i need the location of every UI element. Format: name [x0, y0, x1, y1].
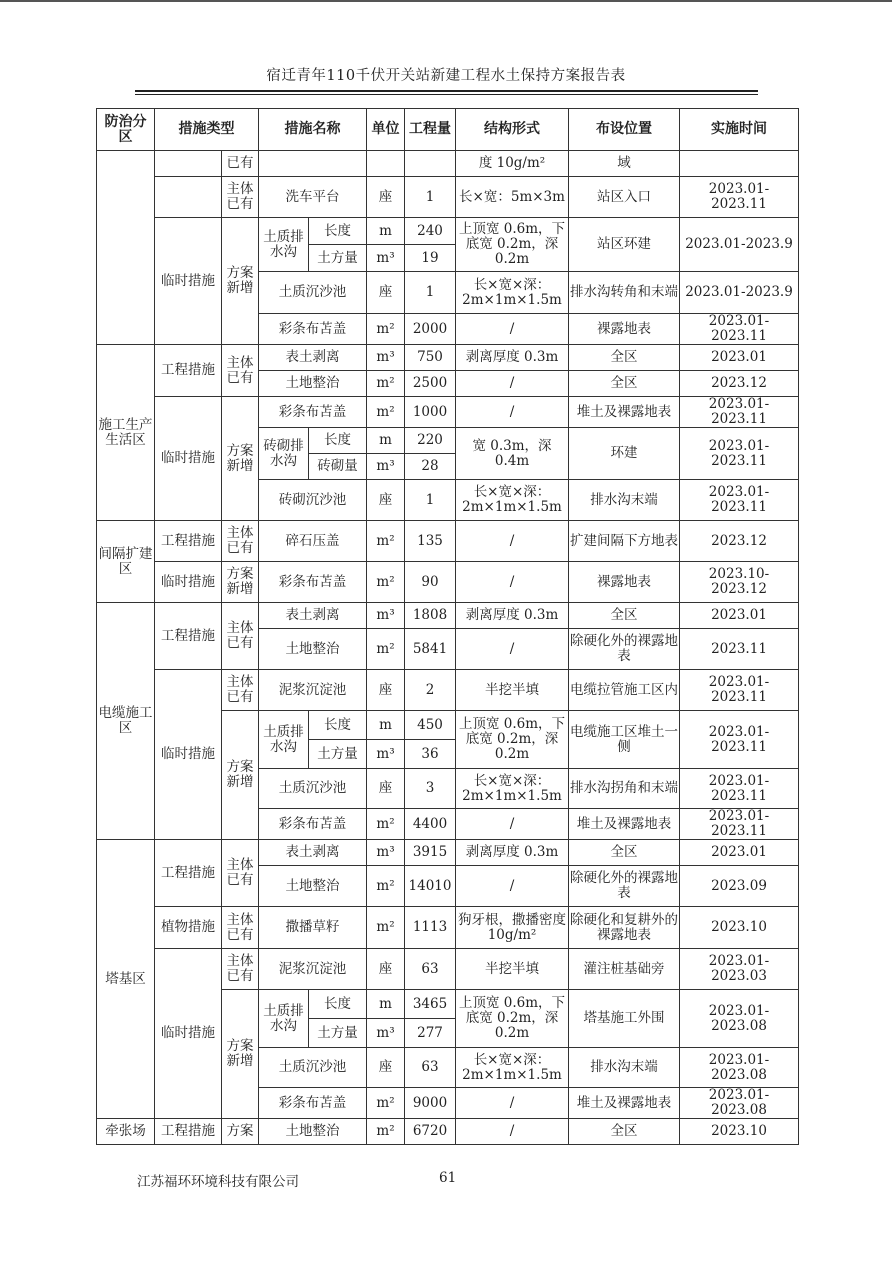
- header-measure-type: 措施类型: [155, 109, 259, 151]
- structure-cell: 度 10g/m²: [456, 151, 569, 177]
- name-cell: 土质沉沙池: [259, 1048, 367, 1088]
- structure-cell: 长×宽×深：2m×1m×1.5m: [456, 769, 569, 809]
- name-cell: 砖砌沉沙池: [259, 480, 367, 521]
- source-cell: 方案新增: [222, 990, 259, 1119]
- structure-cell: /: [456, 397, 569, 428]
- time-cell: 2023.01-2023.08: [680, 1088, 799, 1119]
- name-cell: 土质沉沙池: [259, 769, 367, 809]
- qty-cell: 6720: [405, 1119, 456, 1145]
- time-cell: 2023.01-2023.11: [680, 177, 799, 218]
- name-cell: 土地整治: [259, 629, 367, 670]
- structure-cell: /: [456, 521, 569, 562]
- unit-cell: m: [367, 990, 405, 1019]
- table-row: [97, 1119, 799, 1145]
- header-structure: 结构形式: [456, 109, 569, 151]
- name-cell: 表土剥离: [259, 603, 367, 629]
- unit-cell: 座: [367, 480, 405, 521]
- subname-cell: 砖砌量: [309, 454, 367, 480]
- time-cell: 2023.01: [680, 603, 799, 629]
- name-cell: 彩条布苫盖: [259, 562, 367, 603]
- unit-cell: m³: [367, 603, 405, 629]
- type-cell: 临时措施: [155, 218, 222, 345]
- type-cell: 工程措施: [155, 603, 222, 670]
- location-cell: 堆土及裸露地表: [569, 1088, 680, 1119]
- unit-cell: m³: [367, 740, 405, 769]
- location-cell: 排水沟转角和末端: [569, 272, 680, 314]
- footer-company: 江苏福环环境科技有限公司: [137, 1174, 299, 1190]
- name-cell: 表土剥离: [259, 840, 367, 866]
- structure-cell: 宽 0.3m，深 0.4m: [456, 428, 569, 480]
- name-cell: 土地整治: [259, 371, 367, 397]
- unit-cell: m²: [367, 371, 405, 397]
- type-cell: [155, 177, 222, 218]
- time-cell: 2023.01-2023.9: [680, 218, 799, 272]
- location-cell: 电缆施工区堆土一侧: [569, 711, 680, 769]
- qty-cell: 1000: [405, 397, 456, 428]
- name-cell: 表土剥离: [259, 345, 367, 371]
- unit-cell: 座: [367, 769, 405, 809]
- name-cell: 土质排水沟: [259, 711, 309, 769]
- location-cell: 灌注桩基础旁: [569, 949, 680, 990]
- name-cell: 砖砌排水沟: [259, 428, 309, 480]
- location-cell: 域: [569, 151, 680, 177]
- structure-cell: 剥离厚度 0.3m: [456, 603, 569, 629]
- table-header-row: [97, 109, 799, 151]
- qty-cell: 450: [405, 711, 456, 740]
- time-cell: 2023.01: [680, 345, 799, 371]
- table-row: [97, 907, 799, 949]
- time-cell: 2023.10-2023.12: [680, 562, 799, 603]
- structure-cell: 狗牙根，撒播密度 10g/m²: [456, 907, 569, 949]
- subname-cell: 土方量: [309, 1019, 367, 1048]
- time-cell: 2023.01-2023.11: [680, 670, 799, 711]
- location-cell: 塔基施工外围: [569, 990, 680, 1048]
- structure-cell: 剥离厚度 0.3m: [456, 345, 569, 371]
- name-cell: 土地整治: [259, 866, 367, 907]
- source-cell: 主体已有: [222, 521, 259, 562]
- location-cell: 除硬化和复耕外的裸露地表: [569, 907, 680, 949]
- structure-cell: 上顶宽 0.6m，下底宽 0.2m，深 0.2m: [456, 218, 569, 272]
- time-cell: 2023.01-2023.11: [680, 809, 799, 840]
- qty-cell: 63: [405, 949, 456, 990]
- table-row: [97, 603, 799, 629]
- source-cell: 方案新增: [222, 562, 259, 603]
- qty-cell: 277: [405, 1019, 456, 1048]
- type-cell: 临时措施: [155, 670, 222, 840]
- name-cell: 土地整治: [259, 1119, 367, 1145]
- structure-cell: 长×宽×深：2m×1m×1.5m: [456, 272, 569, 314]
- location-cell: 全区: [569, 371, 680, 397]
- name-cell: 撒播草籽: [259, 907, 367, 949]
- name-cell: 彩条布苫盖: [259, 397, 367, 428]
- subname-cell: 长度: [309, 428, 367, 454]
- time-cell: 2023.09: [680, 866, 799, 907]
- unit-cell: [367, 151, 405, 177]
- table-row: [97, 562, 799, 603]
- subname-cell: 土方量: [309, 740, 367, 769]
- subname-cell: 长度: [309, 711, 367, 740]
- time-cell: [680, 151, 799, 177]
- time-cell: 2023.12: [680, 521, 799, 562]
- unit-cell: m: [367, 218, 405, 245]
- name-cell: 土质沉沙池: [259, 272, 367, 314]
- structure-cell: 上顶宽 0.6m，下底宽 0.2m，深 0.2m: [456, 990, 569, 1048]
- location-cell: 全区: [569, 345, 680, 371]
- time-cell: 2023.01-2023.11: [680, 769, 799, 809]
- structure-cell: 长×宽×深：2m×1m×1.5m: [456, 480, 569, 521]
- unit-cell: m: [367, 711, 405, 740]
- name-cell: 泥浆沉淀池: [259, 949, 367, 990]
- header-quantity: 工程量: [405, 109, 456, 151]
- structure-cell: 剥离厚度 0.3m: [456, 840, 569, 866]
- type-cell: 植物措施: [155, 907, 222, 949]
- location-cell: 全区: [569, 1119, 680, 1145]
- table-row: [97, 345, 799, 371]
- table-row: [97, 840, 799, 866]
- structure-cell: 半挖半填: [456, 949, 569, 990]
- zone-cell: 牵张场: [97, 1119, 155, 1145]
- time-cell: 2023.01-2023.11: [680, 711, 799, 769]
- structure-cell: /: [456, 314, 569, 345]
- time-cell: 2023.10: [680, 1119, 799, 1145]
- qty-cell: 14010: [405, 866, 456, 907]
- name-cell: 土质排水沟: [259, 218, 309, 272]
- unit-cell: m²: [367, 809, 405, 840]
- qty-cell: 3915: [405, 840, 456, 866]
- type-cell: 工程措施: [155, 840, 222, 907]
- qty-cell: 28: [405, 454, 456, 480]
- name-cell: 泥浆沉淀池: [259, 670, 367, 711]
- qty-cell: 19: [405, 245, 456, 272]
- header-rule: [135, 90, 758, 92]
- qty-cell: 135: [405, 521, 456, 562]
- structure-cell: /: [456, 1119, 569, 1145]
- source-cell: 方案新增: [222, 711, 259, 840]
- table-row: [97, 151, 799, 177]
- time-cell: 2023.01-2023.03: [680, 949, 799, 990]
- time-cell: 2023.01-2023.08: [680, 1048, 799, 1088]
- location-cell: 排水沟末端: [569, 1048, 680, 1088]
- source-cell: 主体已有: [222, 345, 259, 397]
- name-cell: 彩条布苫盖: [259, 1088, 367, 1119]
- type-cell: 工程措施: [155, 521, 222, 562]
- location-cell: 环建: [569, 428, 680, 480]
- header-schedule: 实施时间: [680, 109, 799, 151]
- zone-cell: 间隔扩建区: [97, 521, 155, 603]
- time-cell: 2023.01-2023.11: [680, 397, 799, 428]
- qty-cell: 1: [405, 480, 456, 521]
- unit-cell: 座: [367, 1048, 405, 1088]
- structure-cell: /: [456, 1088, 569, 1119]
- time-cell: 2023.01-2023.11: [680, 480, 799, 521]
- qty-cell: 1: [405, 177, 456, 218]
- unit-cell: m²: [367, 521, 405, 562]
- zone-cell: 电缆施工区: [97, 603, 155, 840]
- structure-cell: 上顶宽 0.6m，下底宽 0.2m，深 0.2m: [456, 711, 569, 769]
- location-cell: 除硬化外的裸露地表: [569, 629, 680, 670]
- unit-cell: m²: [367, 397, 405, 428]
- unit-cell: 座: [367, 949, 405, 990]
- header-zone: 防治分区: [97, 109, 155, 151]
- unit-cell: m²: [367, 629, 405, 670]
- subname-cell: 长度: [309, 990, 367, 1019]
- qty-cell: 36: [405, 740, 456, 769]
- location-cell: 排水沟末端: [569, 480, 680, 521]
- table-row: [97, 177, 799, 218]
- table-row: [97, 521, 799, 562]
- name-cell: 彩条布苫盖: [259, 314, 367, 345]
- name-cell: 彩条布苫盖: [259, 809, 367, 840]
- source-cell: 方案: [222, 1119, 259, 1145]
- structure-cell: 半挖半填: [456, 670, 569, 711]
- table-row: [97, 670, 799, 711]
- qty-cell: 3: [405, 769, 456, 809]
- qty-cell: 3465: [405, 990, 456, 1019]
- structure-cell: /: [456, 809, 569, 840]
- location-cell: 全区: [569, 603, 680, 629]
- location-cell: 除硬化外的裸露地表: [569, 866, 680, 907]
- location-cell: 裸露地表: [569, 562, 680, 603]
- type-cell: 临时措施: [155, 949, 222, 1119]
- page-number: 61: [439, 1170, 457, 1186]
- unit-cell: m³: [367, 454, 405, 480]
- unit-cell: m³: [367, 840, 405, 866]
- unit-cell: m²: [367, 1119, 405, 1145]
- qty-cell: 2000: [405, 314, 456, 345]
- location-cell: 扩建间隔下方地表: [569, 521, 680, 562]
- header-rule-thin: [135, 94, 758, 95]
- qty-cell: 2: [405, 670, 456, 711]
- time-cell: 2023.01-2023.9: [680, 272, 799, 314]
- location-cell: 全区: [569, 840, 680, 866]
- qty-cell: 5841: [405, 629, 456, 670]
- unit-cell: m²: [367, 314, 405, 345]
- qty-cell: 2500: [405, 371, 456, 397]
- qty-cell: 9000: [405, 1088, 456, 1119]
- table-row: [97, 397, 799, 428]
- unit-cell: 座: [367, 177, 405, 218]
- type-cell: 工程措施: [155, 345, 222, 397]
- source-cell: 主体已有: [222, 840, 259, 907]
- page-header: 宿迁青年110千伏开关站新建工程水土保持方案报告表: [266, 68, 626, 84]
- location-cell: 电缆拉管施工区内: [569, 670, 680, 711]
- source-cell: 已有: [222, 151, 259, 177]
- unit-cell: m³: [367, 345, 405, 371]
- structure-cell: /: [456, 562, 569, 603]
- source-cell: 主体已有: [222, 603, 259, 670]
- location-cell: 堆土及裸露地表: [569, 397, 680, 428]
- location-cell: 站区环建: [569, 218, 680, 272]
- zone-cell: [97, 151, 155, 345]
- time-cell: 2023.01-2023.11: [680, 428, 799, 480]
- type-cell: [155, 151, 222, 177]
- qty-cell: 63: [405, 1048, 456, 1088]
- unit-cell: m: [367, 428, 405, 454]
- location-cell: 堆土及裸露地表: [569, 809, 680, 840]
- qty-cell: [405, 151, 456, 177]
- structure-cell: /: [456, 629, 569, 670]
- structure-cell: /: [456, 371, 569, 397]
- subname-cell: 土方量: [309, 245, 367, 272]
- structure-cell: 长×宽：5m×3m: [456, 177, 569, 218]
- source-cell: 主体已有: [222, 949, 259, 990]
- qty-cell: 750: [405, 345, 456, 371]
- structure-cell: 长×宽×深：2m×1m×1.5m: [456, 1048, 569, 1088]
- unit-cell: m²: [367, 866, 405, 907]
- name-cell: 土质排水沟: [259, 990, 309, 1048]
- location-cell: 排水沟拐角和末端: [569, 769, 680, 809]
- measures-table: [96, 108, 799, 1145]
- location-cell: 站区入口: [569, 177, 680, 218]
- header-unit: 单位: [367, 109, 405, 151]
- type-cell: 工程措施: [155, 1119, 222, 1145]
- qty-cell: 1: [405, 272, 456, 314]
- source-cell: 主体已有: [222, 177, 259, 218]
- unit-cell: m³: [367, 245, 405, 272]
- name-cell: [259, 151, 367, 177]
- unit-cell: m²: [367, 907, 405, 949]
- time-cell: 2023.12: [680, 371, 799, 397]
- unit-cell: m²: [367, 562, 405, 603]
- source-cell: 主体已有: [222, 907, 259, 949]
- structure-cell: /: [456, 866, 569, 907]
- unit-cell: m³: [367, 1019, 405, 1048]
- time-cell: 2023.01: [680, 840, 799, 866]
- unit-cell: 座: [367, 272, 405, 314]
- type-cell: 临时措施: [155, 397, 222, 521]
- zone-cell: 塔基区: [97, 840, 155, 1119]
- type-cell: 临时措施: [155, 562, 222, 603]
- time-cell: 2023.11: [680, 629, 799, 670]
- location-cell: 裸露地表: [569, 314, 680, 345]
- source-cell: 主体已有: [222, 670, 259, 711]
- subname-cell: 长度: [309, 218, 367, 245]
- unit-cell: 座: [367, 670, 405, 711]
- qty-cell: 1113: [405, 907, 456, 949]
- time-cell: 2023.10: [680, 907, 799, 949]
- qty-cell: 220: [405, 428, 456, 454]
- table-row: [97, 218, 799, 245]
- qty-cell: 240: [405, 218, 456, 245]
- header-measure-name: 措施名称: [259, 109, 367, 151]
- source-cell: 方案新增: [222, 397, 259, 521]
- qty-cell: 1808: [405, 603, 456, 629]
- unit-cell: m²: [367, 1088, 405, 1119]
- source-cell: 方案新增: [222, 218, 259, 345]
- qty-cell: 90: [405, 562, 456, 603]
- name-cell: 碎石压盖: [259, 521, 367, 562]
- page-top-border: [0, 0, 892, 2]
- time-cell: 2023.01-2023.08: [680, 990, 799, 1048]
- zone-cell: 施工生产生活区: [97, 345, 155, 521]
- time-cell: 2023.01-2023.11: [680, 314, 799, 345]
- qty-cell: 4400: [405, 809, 456, 840]
- table-row: [97, 949, 799, 990]
- header-location: 布设位置: [569, 109, 680, 151]
- name-cell: 洗车平台: [259, 177, 367, 218]
